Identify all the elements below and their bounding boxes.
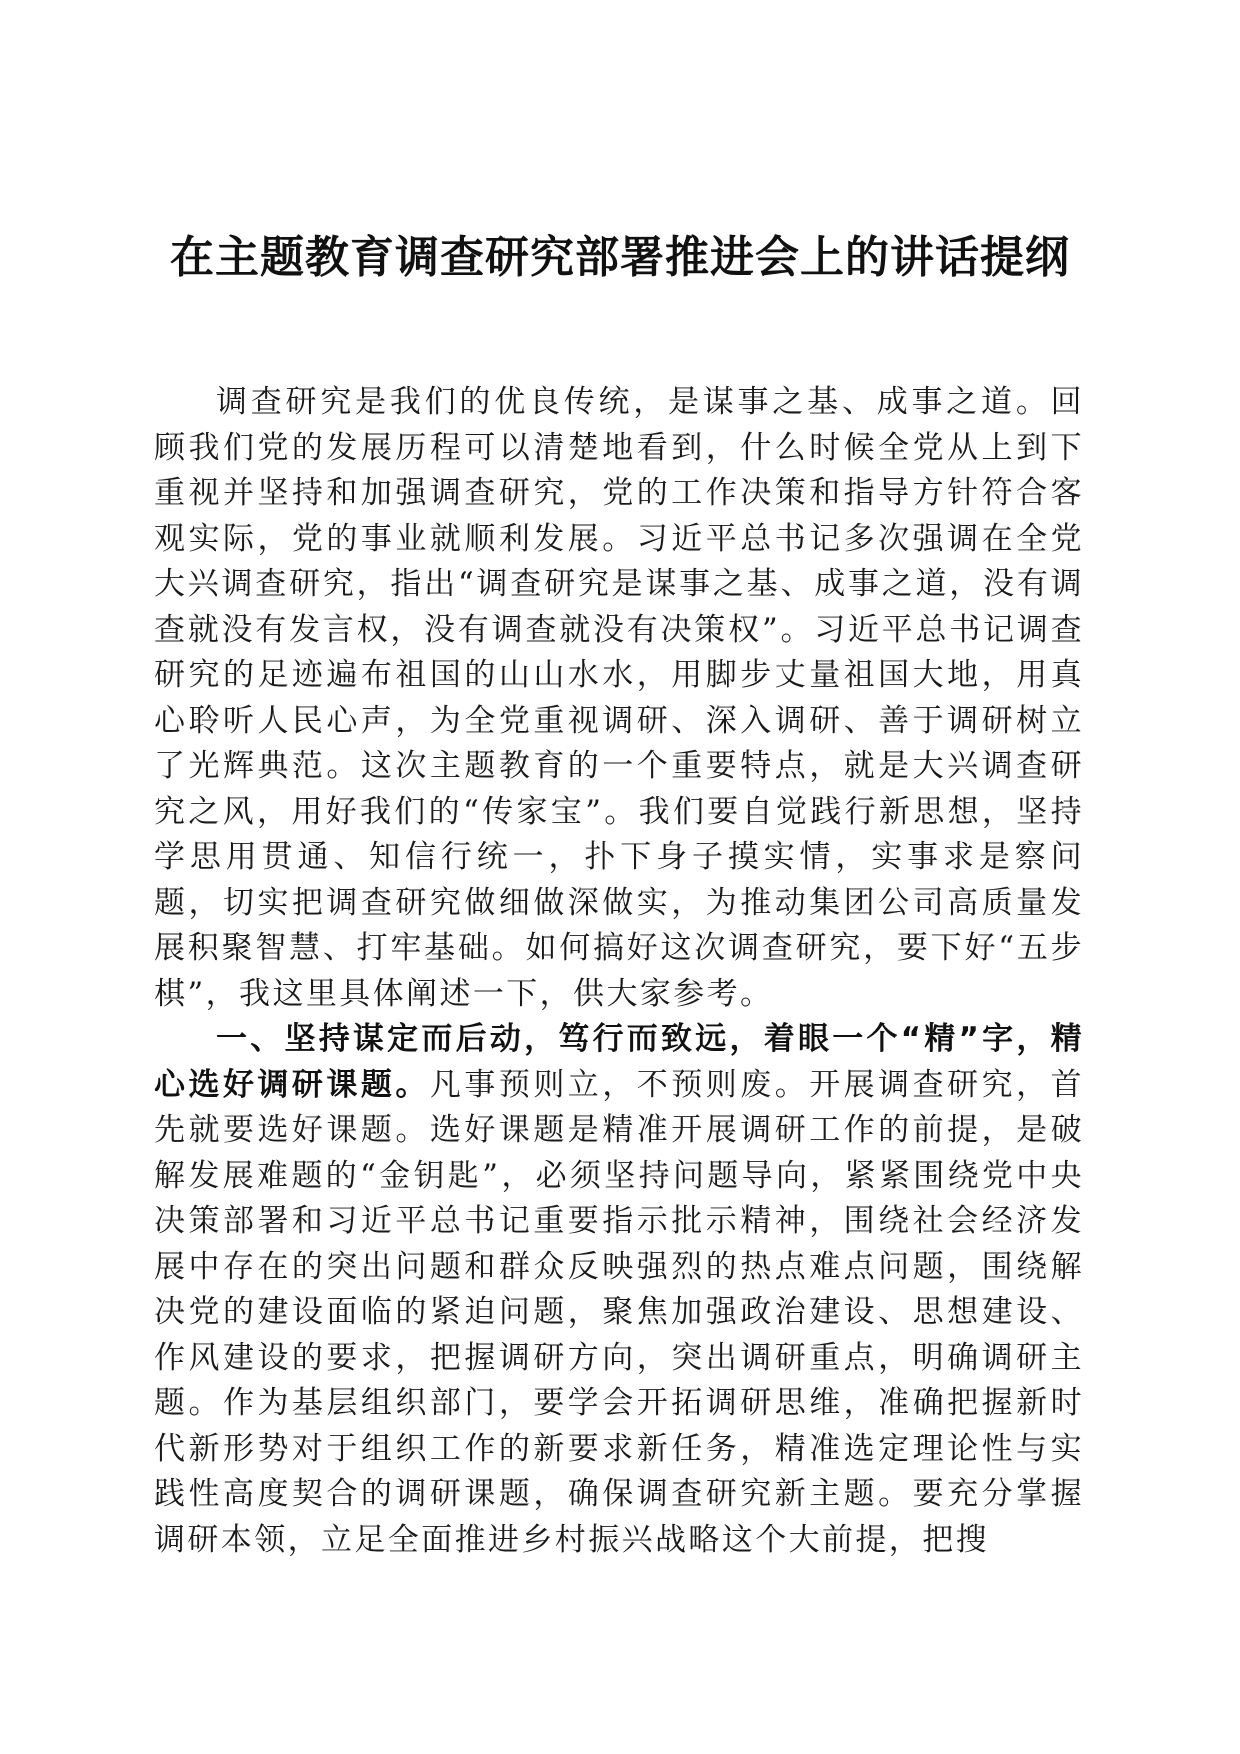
document-title: 在主题教育调查研究部署推进会上的讲话提纲 bbox=[170, 232, 1070, 283]
intro-paragraph: 调查研究是我们的优良传统，是谋事之基、成事之道。回顾我们党的发展历程可以清楚地看到，什么时候全党从上到下重视并坚持和加强调查研究，党的工作决策和指导方针符合客观实际，党的事业就顺利发展。习近平总书记多次强调在全党大兴调查研究，指出“调查研究是谋事之基、成事之道，没有调查就没有发言权，没有调查就没有决策权”。习近平总书记调查研究的足迹遍布祖国的山山水水，用脚步丈量祖国大地，用真心聆听人民心声，为全党重视调研、深入调研、善于调研树立了光辉典范。这次主题教育的一个重要特点，就是大兴调查研究之风，用好我们的“传家宝”。我们要自觉践行新思想，坚持学思用贯通、知信行统一，扑下身子摸实情，实事求是察问题，切实把调查研究做细做深做实，为推动集团公司高质量发展积聚智慧、打牢基础。如何搞好这次调查研究，要下好“五步棋”，我这里具体阐述一下，供大家参考。 bbox=[154, 384, 1084, 1012]
section-1-paragraph bbox=[154, 1017, 1084, 1563]
section-1-body: 凡事预则立，不预则废。开展调查研究，首先就要选好课题。选好课题是精准开展调研工作的前提，是破解发展难题的“金钥匙”，必须坚持问题导向，紧紧围绕党中央决策部署和习近平总书记重要指示批示精神，围绕社会经济发展中存在的突出问题和群众反映强烈的热点难点问题，围绕解决党的建设面临的紧迫问题，聚焦加强政治建设、思想建设、作风建设的要求，把握调研方向，突出调研重点，明确调研主题。作为基层组织部门，要学会开拓调研思维，准确把握新时代新形势对于组织工作的新要求新任务，精准选定理论性与实践性高度契合的调研课题，确保调查研究新主题。要充分掌握调研本领，立足全面推进乡村振兴战略这个大前提，把搜 bbox=[154, 1066, 1084, 1558]
section-1-heading: 一、坚持谋定而后动，笃行而致远，着眼一个“精”字，精心选好调研课题。 bbox=[154, 1021, 1084, 1103]
document-body bbox=[154, 380, 1084, 1563]
